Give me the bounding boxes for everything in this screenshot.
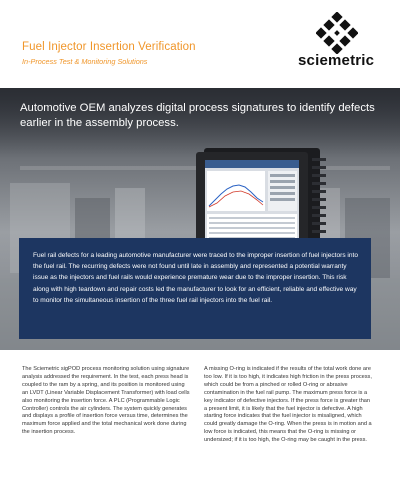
- body-column-right: A missing O-ring is indicated if the results of the total work done are too low. If it is too high, it indicates high friction in the press process, which could be from a pinched or rolled O-ring or abrasive contamination in the fuel rail pump. The maximum press force is a key indicator of defective injectors. If the press force is greater than a present limit, it is likely that the fuel injector is defective. A high starting force indicates that the fuel injector is misaligned, which could greatly damage the O-ring. When the press is in motion and a low force is indicated, this means that the O-ring is missing or undersized; if it is too high, the O-ring may be caught in the press.: [204, 366, 372, 444]
- body-column-left: The Sciemetric sigPOD process monitoring solution using signature analysis addressed the requirement. In the test, each press head is coupled to the ram by a spring, and its position is monitored using an LVDT (Linear Variable Displacement Transformer) with load cells also monitoring the insertion force. A PLC (Programmable Logic Controller) controls the air cylinders. The system quickly generates and displays a profile of insertion force versus time, determines the maximum force applied and the total mechanical work done during the insertion process.: [22, 366, 190, 436]
- header: [0, 0, 400, 88]
- callout-text: Fuel rail defects for a leading automotive manufacturer were traced to the improper insertion of fuel injectors into the fuel rail. The recurring defects were not found until late in assembly and represented a potential warranty issue as the injectors and fuel rails would experience premature wear due to the improper insertion. This risk along with high teardown and repair costs led the manufacturer to look for an efficient, reliable and effective way to monitor the simultaneous insertion of the three fuel rail injectors into the fuel rail.: [33, 252, 358, 304]
- hero-photo-band: [0, 88, 400, 350]
- sciemetric-logo-icon: [316, 12, 358, 54]
- callout-box: [19, 238, 371, 339]
- document-title: Fuel Injector Insertion Verification: [22, 41, 196, 53]
- hero-headline: Automotive OEM analyzes digital process signatures to identify defects earlier in the assembly process.: [20, 102, 375, 129]
- document-subtitle: In-Process Test & Monitoring Solutions: [22, 57, 148, 66]
- logo-wordmark: sciemetric: [298, 52, 375, 69]
